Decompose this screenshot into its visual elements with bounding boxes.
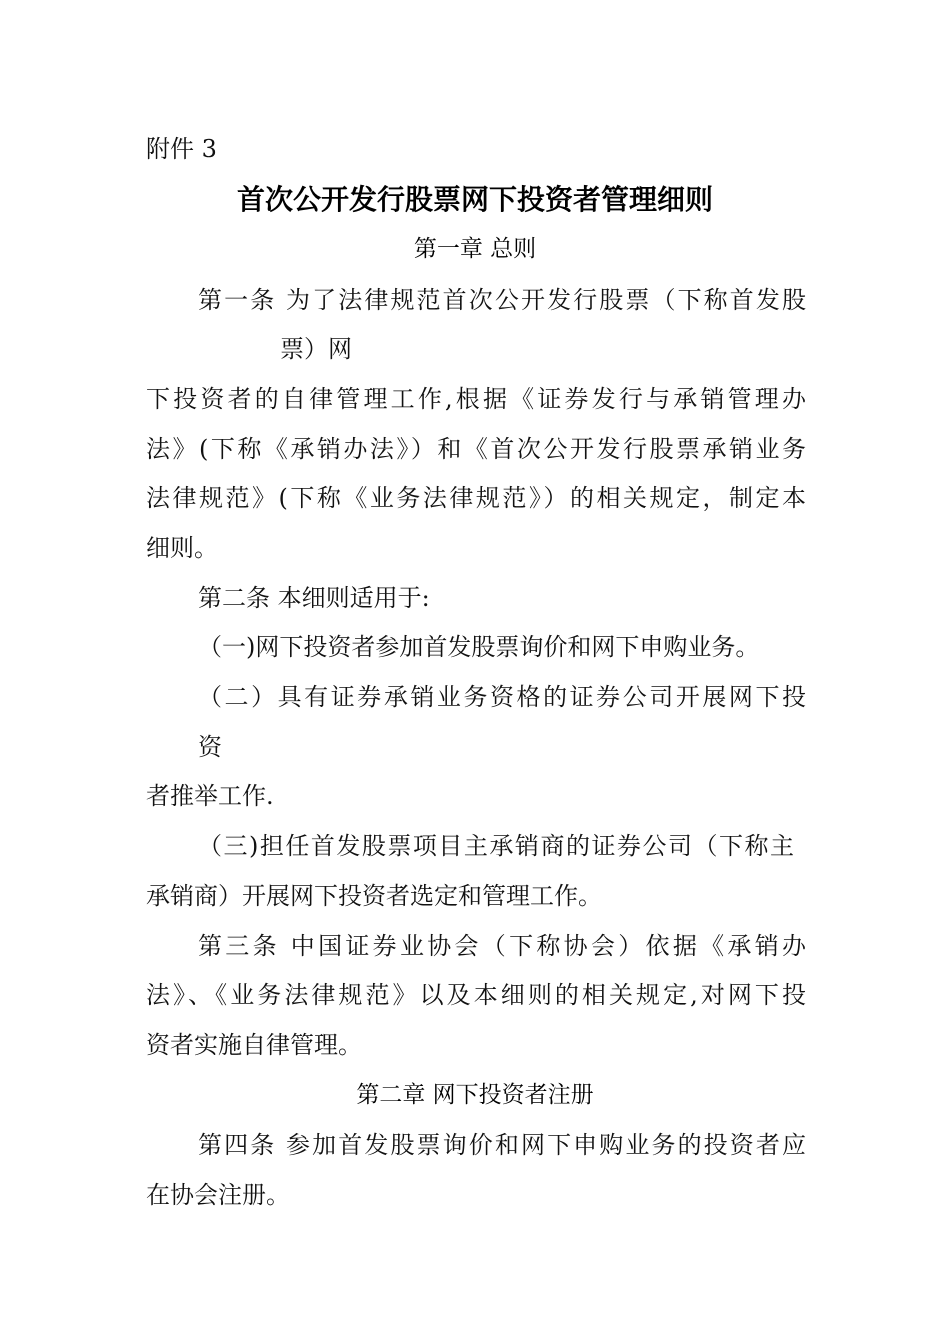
document-title: 首次公开发行股票网下投资者管理细则	[236, 183, 713, 216]
article-1-line-1: 第一条 为了法律规范首次公开发行股票（下称首发股	[198, 286, 806, 314]
article-2-line-1: 第二条 本细则适用于:	[198, 584, 430, 612]
article-1-line-5: 法律规范》(下称《业务法律规范》）的相关规定，制定本	[146, 484, 806, 512]
article-2-item-3-line-2: 承销商）开展网下投资者选定和管理工作。	[146, 882, 602, 910]
article-2-item-2-line-1: （二）具有证券承销业务资格的证券公司开展网下投	[198, 683, 806, 711]
attachment-label: 附件 3	[146, 135, 217, 163]
chapter-2-heading: 第二章 网下投资者注册	[356, 1082, 594, 1108]
article-2-item-3-line-1: （三)担任首发股票项目主承销商的证券公司（下称主	[198, 832, 794, 860]
article-3-line-1: 第三条 中国证券业协会（下称协会）依据《承销办	[198, 932, 806, 960]
chapter-1-heading: 第一章 总则	[413, 236, 537, 262]
article-2-item-2-line-2: 资	[198, 733, 222, 761]
article-4-line-2: 在协会注册。	[146, 1181, 290, 1209]
article-3-line-3: 资者实施自律管理。	[146, 1031, 362, 1059]
article-1-line-6: 细则。	[146, 534, 218, 562]
article-1-line-2: 票）网	[280, 335, 352, 363]
article-1-line-3: 下投资者的自律管理工作,根据《证券发行与承销管理办	[146, 385, 806, 413]
article-4-line-1: 第四条 参加首发股票询价和网下申购业务的投资者应	[198, 1131, 806, 1159]
article-2-item-2-line-3: 者推举工作.	[146, 782, 274, 810]
article-3-line-2: 法》、《业务法律规范》以及本细则的相关规定,对网下投	[146, 981, 806, 1009]
article-1-line-4: 法》(下称《承销办法》）和《首次公开发行股票承销业务	[146, 435, 806, 463]
article-2-item-1: （一)网下投资者参加首发股票询价和网下申购业务。	[198, 633, 760, 661]
